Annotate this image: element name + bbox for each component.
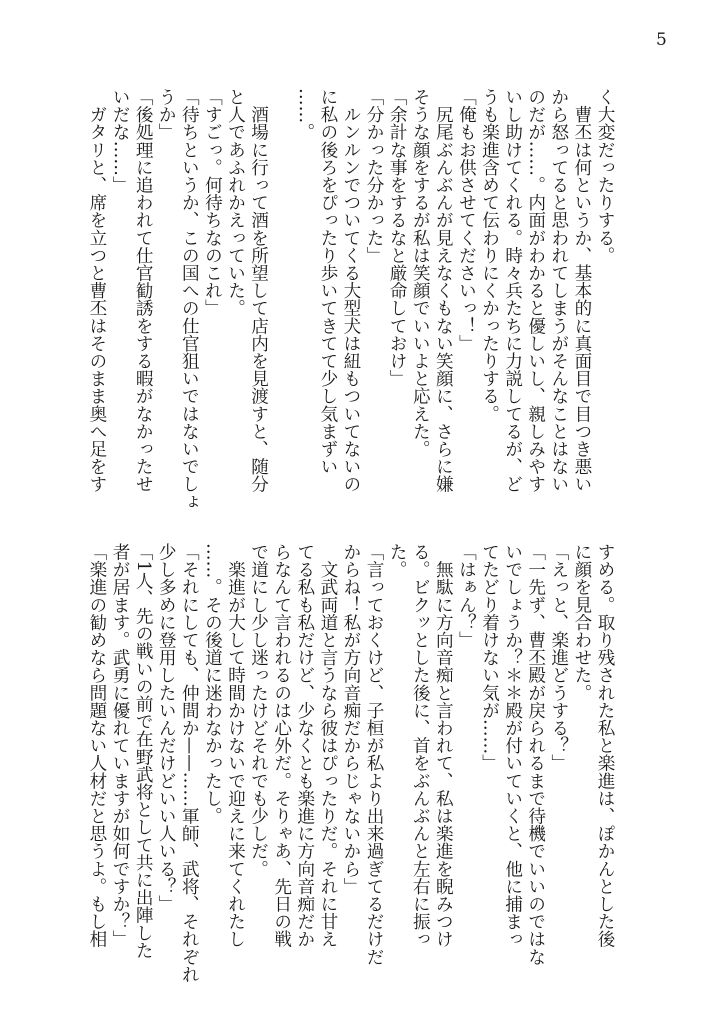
lower-text-block: [85, 543, 616, 983]
page-number: 5: [656, 30, 667, 50]
text-line: 文武両道と言うなら彼はぴったりだ。それに甘え: [317, 543, 338, 948]
text-line: 「それにしても、仲間か——……軍師、武将、それぞれ: [179, 543, 200, 983]
text-line: うか」: [156, 88, 177, 141]
text-line: 「1人、先の戦いの前で在野武将として共に出陣した: [133, 543, 154, 959]
text-line: 「はぁん？」: [456, 543, 477, 649]
text-line: 「分かった分かった」: [364, 88, 385, 264]
text-line: に私の後ろをぴったり歩いてきてて少し気まずい: [317, 88, 338, 476]
text-line: から怒ってると思われてしまうがそんなことはない: [548, 88, 569, 493]
text-line: 者が居ます。武勇に優れていますが如何ですか？」: [110, 543, 131, 948]
text-line: 「待ちというか、この国への仕官狙いではないでしょ: [179, 88, 200, 511]
upper-text-block: [85, 88, 616, 511]
text-line: てたどり着けない気が……」: [479, 543, 500, 772]
text-line: 「後処理に追われて仕官勧誘をする暇がなかったせ: [133, 88, 154, 493]
text-line: 少し多めに登用したいんだけどいい人いる？」: [156, 543, 177, 913]
text-line: いだな……」: [110, 88, 131, 194]
text-line: のだが……。内面がわかると優しいし、親しみやす: [525, 88, 546, 493]
text-line: く大変だったりする。: [595, 88, 615, 264]
text-line: らなんて言われるのは心外だ。そりゃあ、先日の戦: [271, 543, 292, 948]
text-line: 尻尾ぶんぶんが見えなくもない笑顔に、さらに嫌: [433, 88, 454, 493]
text-line: てる私も私だけど、少なくとも楽進に方向音痴だか: [294, 543, 315, 948]
text-line: 「えっと、楽進どうする？」: [548, 543, 569, 772]
text-line: に顔を見合わせた。: [571, 543, 592, 702]
text-line: と人であふれかえっていた。: [225, 88, 246, 317]
text-line: た。: [387, 543, 408, 579]
text-line: 曹丕は何というか、基本的に真面目で目つき悪い: [571, 88, 592, 493]
text-line: で道にし少し迷ったけどそれでも少しだ。: [248, 543, 269, 878]
text-line: ……。その後道に迷わなかったし。: [202, 543, 223, 825]
text-line: いし助けてくれる。時々兵たちに力説してるが、ど: [502, 88, 523, 493]
text-line: ルンルンでついてくる大型犬は紐もついてないの: [340, 88, 361, 493]
text-line: 「楽進の勧めなら問題ない人材だと思うよ。もし相: [86, 543, 107, 948]
text-line: 「すごっ。何待ちなのこれ」: [202, 88, 223, 317]
text-line: [270, 88, 293, 500]
text-line: 楽進が大して時間かけないで迎えに来てくれたし: [225, 543, 246, 948]
text-line: る。ビクッとした後に、首をぶんぶんと左右に振っ: [410, 543, 431, 948]
text-line: いでしょうか？＊＊殿が付いていくと、他に捕まっ: [502, 543, 523, 948]
text-line: 「一先ず、曹丕殿が戻られるまで待機でいいのではな: [525, 543, 546, 966]
text-line: 酒場に行って酒を所望して店内を見渡すと、随分: [248, 88, 269, 493]
text-line: 「余計な事をするなと厳命しておけ」: [387, 88, 408, 388]
text-line: そうな顔をするが私は笑顔でいいよと応えた。: [410, 88, 431, 458]
text-line: うも楽進含めて伝わりにくかったりする。: [479, 88, 500, 423]
text-line: 「俺もお供させてくださいっ！」: [456, 88, 477, 352]
text-line: ……。: [294, 88, 315, 141]
text-line: すめる。取り残された私と楽進は、ぽかんとした後: [595, 543, 615, 948]
text-line: ガタリと、席を立つと曹丕はそのまま奥へ足をす: [86, 88, 107, 493]
text-line: 無駄に方向音痴と言われて、私は楽進を睨みつけ: [433, 543, 454, 948]
text-line: 「言っておくけど、子桓が私より出来過ぎてるだけだ: [364, 543, 385, 966]
text-line: からね！私が方向音痴だからじゃないから」: [340, 543, 361, 895]
